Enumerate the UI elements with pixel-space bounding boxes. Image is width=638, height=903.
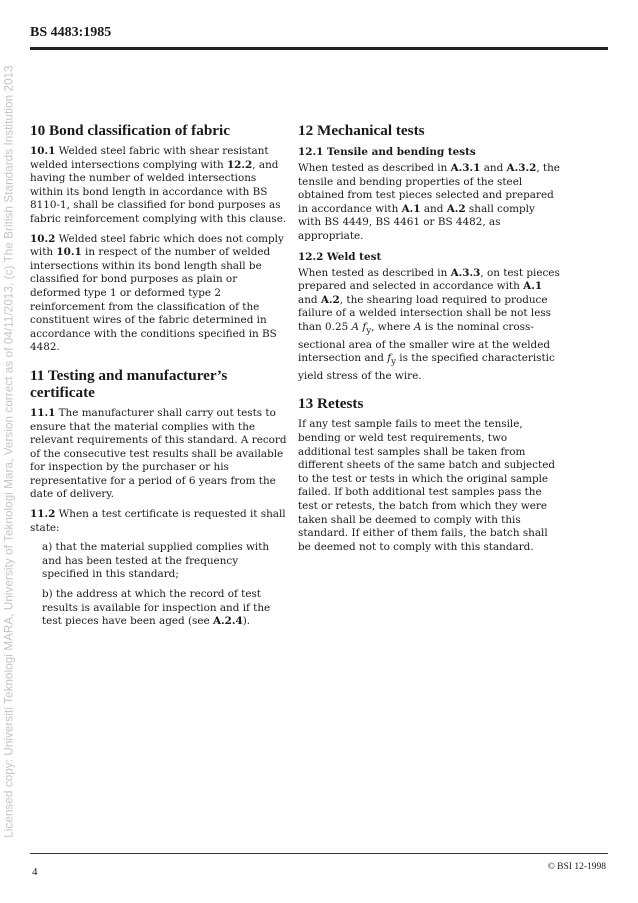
section-13-heading: 13 Retests [298,395,364,413]
page-number: 4 [32,866,38,878]
clause-ref: A.3.1 [450,162,481,174]
clause-text: , and having the number of welded intersections within its bond length in accordance with BS 8110-1, shall be classified for bond purposes as fabric reinforcement complying with this clause. [30,158,287,225]
list-item-a: a) that the material supplied complies with and has been tested at the frequency specified in this standard; [42,541,270,581]
clause-ref: A.2 [446,202,466,215]
symbol-subscript: y [391,357,396,368]
clause-ref: A.3.2 [506,162,537,174]
copyright-notice: © BSI 12-1998 [547,862,606,872]
license-watermark [0,0,18,903]
clause-number: 11.2 [30,508,56,521]
clause-text: in respect of the number of welded intersections within its bond length shall be classified for bond purposes as plain or deformed type 1 or deformed type 2 reinforcement from the classification of the constituent wires of the fabric determined in accordance with the conditions specified in BS 4482. [30,246,277,354]
clause-text: The manufacturer shall carry out tests to ensure that the material complies with the relevant requirements of this standard. A record of the consecutive test results shall be available for inspection by the purchaser or his representative for a period of 6 years from the date of delivery. [30,406,287,501]
list-text: b) the address at which the record of test results is available for inspection and if the test pieces have been aged (see [42,588,271,628]
clause-text: , the shearing load required to produce failure of a welded intersection shall be not less than 0.25 [298,293,552,333]
clause-12-2 [298,267,560,384]
clause-ref: A.1 [401,202,421,215]
list-item-b [30,588,288,629]
clause-text: and [423,202,444,215]
clause-number: 10.2 [30,232,56,245]
clause-10-1 [30,145,288,227]
clause-ref: A.3.3 [450,266,481,279]
clause-text: , on test pieces prepared and selected in accordance with [298,266,560,293]
clause-number: 10.1 [30,145,56,157]
right-column [298,122,560,560]
clause-ref: A.2 [320,293,340,306]
clause-13: If any test sample fails to meet the tensile, bending or weld test requirements, two additional test samples shall be taken from different sheets of the same batch and subjected to the test or tests in which the original sample failed. If both additional test samples pass the test or retests, the batch from which they were taken shall be deemed to comply with this standard. If either of them fails, the batch shall be deemed not to comply with this standard. [298,418,556,553]
clause-text: is the specified characteristic yield stress of the wire. [298,352,555,382]
clause-text: , where [371,320,411,333]
clause-ref: 10.1 [56,246,82,259]
clause-text: is the nominal cross-sectional area of the smaller wire at the welded intersection and [298,320,550,365]
symbol-A: A [351,320,360,333]
clause-text: shall comply with BS 4449, BS 4461 or BS 4482, as appropriate. [298,202,535,242]
clause-text: Welded steel fabric which does not comply with [30,232,284,259]
clause-12-1 [298,162,560,244]
clause-10-2 [30,233,288,355]
symbol-A: A [413,320,422,333]
clause-text: , the tensile and bending properties of the steel obtained from test pieces selected and prepared in accordance with [298,162,560,215]
clause-text: Welded steel fabric with shear resistant welded intersections complying with [30,145,269,171]
clause-11-1 [30,407,288,502]
left-column [30,122,288,635]
header-rule [30,47,608,50]
footer-rule [30,853,608,854]
clause-ref: A.1 [523,280,543,293]
section-11-heading: 11 Testing and manufacturer’s certificate [30,366,228,401]
watermark-text: Licensed copy: Universiti Teknologi MARA, University of Teknologi Mara, Version correct as of 04/11/2013, (c) The British Standards Institution 2013 [2,65,16,838]
clause-text: and [298,293,318,306]
clause-text: When tested as described in [298,266,448,279]
clause-ref: 12.2 [226,158,253,171]
clause-text: When tested as described in [298,162,448,174]
list-text: ). [242,615,251,628]
section-10-heading: 10 Bond classification of fabric [30,122,230,139]
symbol-f: f [362,320,367,333]
section-12-heading: 12 Mechanical tests [298,122,425,139]
document-code: BS 4483:1985 [30,25,112,40]
clause-number: 11.1 [30,406,56,419]
clause-text: and [483,162,504,174]
subclause-12-2-heading: 12.2 Weld test [298,250,382,263]
clause-11-2 [30,508,288,535]
symbol-subscript: y [366,326,372,337]
clause-text: When a test certificate is requested it shall state: [30,508,286,534]
subclause-12-1-heading: 12.1 Tensile and bending tests [298,146,476,158]
clause-ref: A.2.4 [212,615,243,628]
symbol-f: f [387,352,392,365]
